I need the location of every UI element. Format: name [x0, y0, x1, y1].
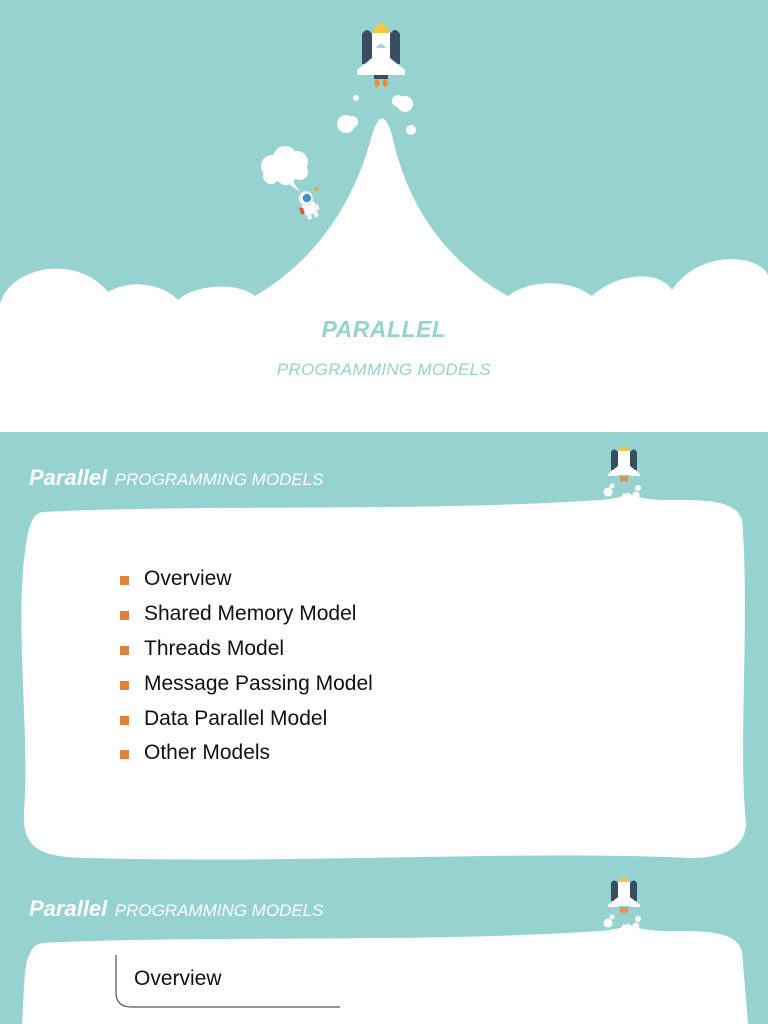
- list-item-label: Other Models: [144, 741, 271, 765]
- list-item-label: Data Parallel Model: [144, 706, 328, 730]
- title-slide: [0, 0, 768, 432]
- list-item: [120, 701, 373, 736]
- list-item-label: Overview: [144, 567, 232, 591]
- section-title: Overview: [134, 967, 222, 990]
- slide-header: [29, 465, 323, 491]
- slide-subtitle: PROGRAMMING MODELS: [276, 360, 492, 379]
- content-panel: [0, 492, 768, 863]
- header-light-text: PROGRAMMING MODELS: [114, 470, 324, 489]
- slide-header: [29, 896, 323, 922]
- overview-slide: [0, 863, 768, 1024]
- list-item: [120, 632, 373, 667]
- list-item-label: Threads Model: [144, 636, 285, 660]
- list-item-label: Message Passing Model: [144, 671, 373, 695]
- thought-cloud-icon: [261, 146, 308, 192]
- list-item: [120, 597, 373, 632]
- list-item-label: Shared Memory Model: [144, 602, 357, 626]
- bullet-square-icon: [120, 716, 129, 725]
- slide-title: PARALLEL: [321, 316, 447, 342]
- header-bold-text: Parallel: [29, 465, 108, 490]
- bullet-square-icon: [120, 611, 129, 620]
- contents-list: [120, 562, 373, 771]
- bullet-square-icon: [120, 681, 129, 690]
- header-bold-text: Parallel: [29, 896, 108, 921]
- list-item: [120, 666, 373, 701]
- bullet-square-icon: [120, 576, 129, 585]
- list-item: [120, 562, 373, 597]
- cloud-ground: [0, 119, 768, 433]
- header-light-text: PROGRAMMING MODELS: [114, 901, 324, 920]
- astronaut-icon: [294, 187, 327, 222]
- rocket-icon: [357, 23, 405, 87]
- contents-slide: [0, 432, 768, 863]
- bullet-square-icon: [120, 646, 129, 655]
- content-panel: [0, 923, 768, 1024]
- bullet-square-icon: [120, 750, 129, 759]
- list-item: [120, 736, 373, 771]
